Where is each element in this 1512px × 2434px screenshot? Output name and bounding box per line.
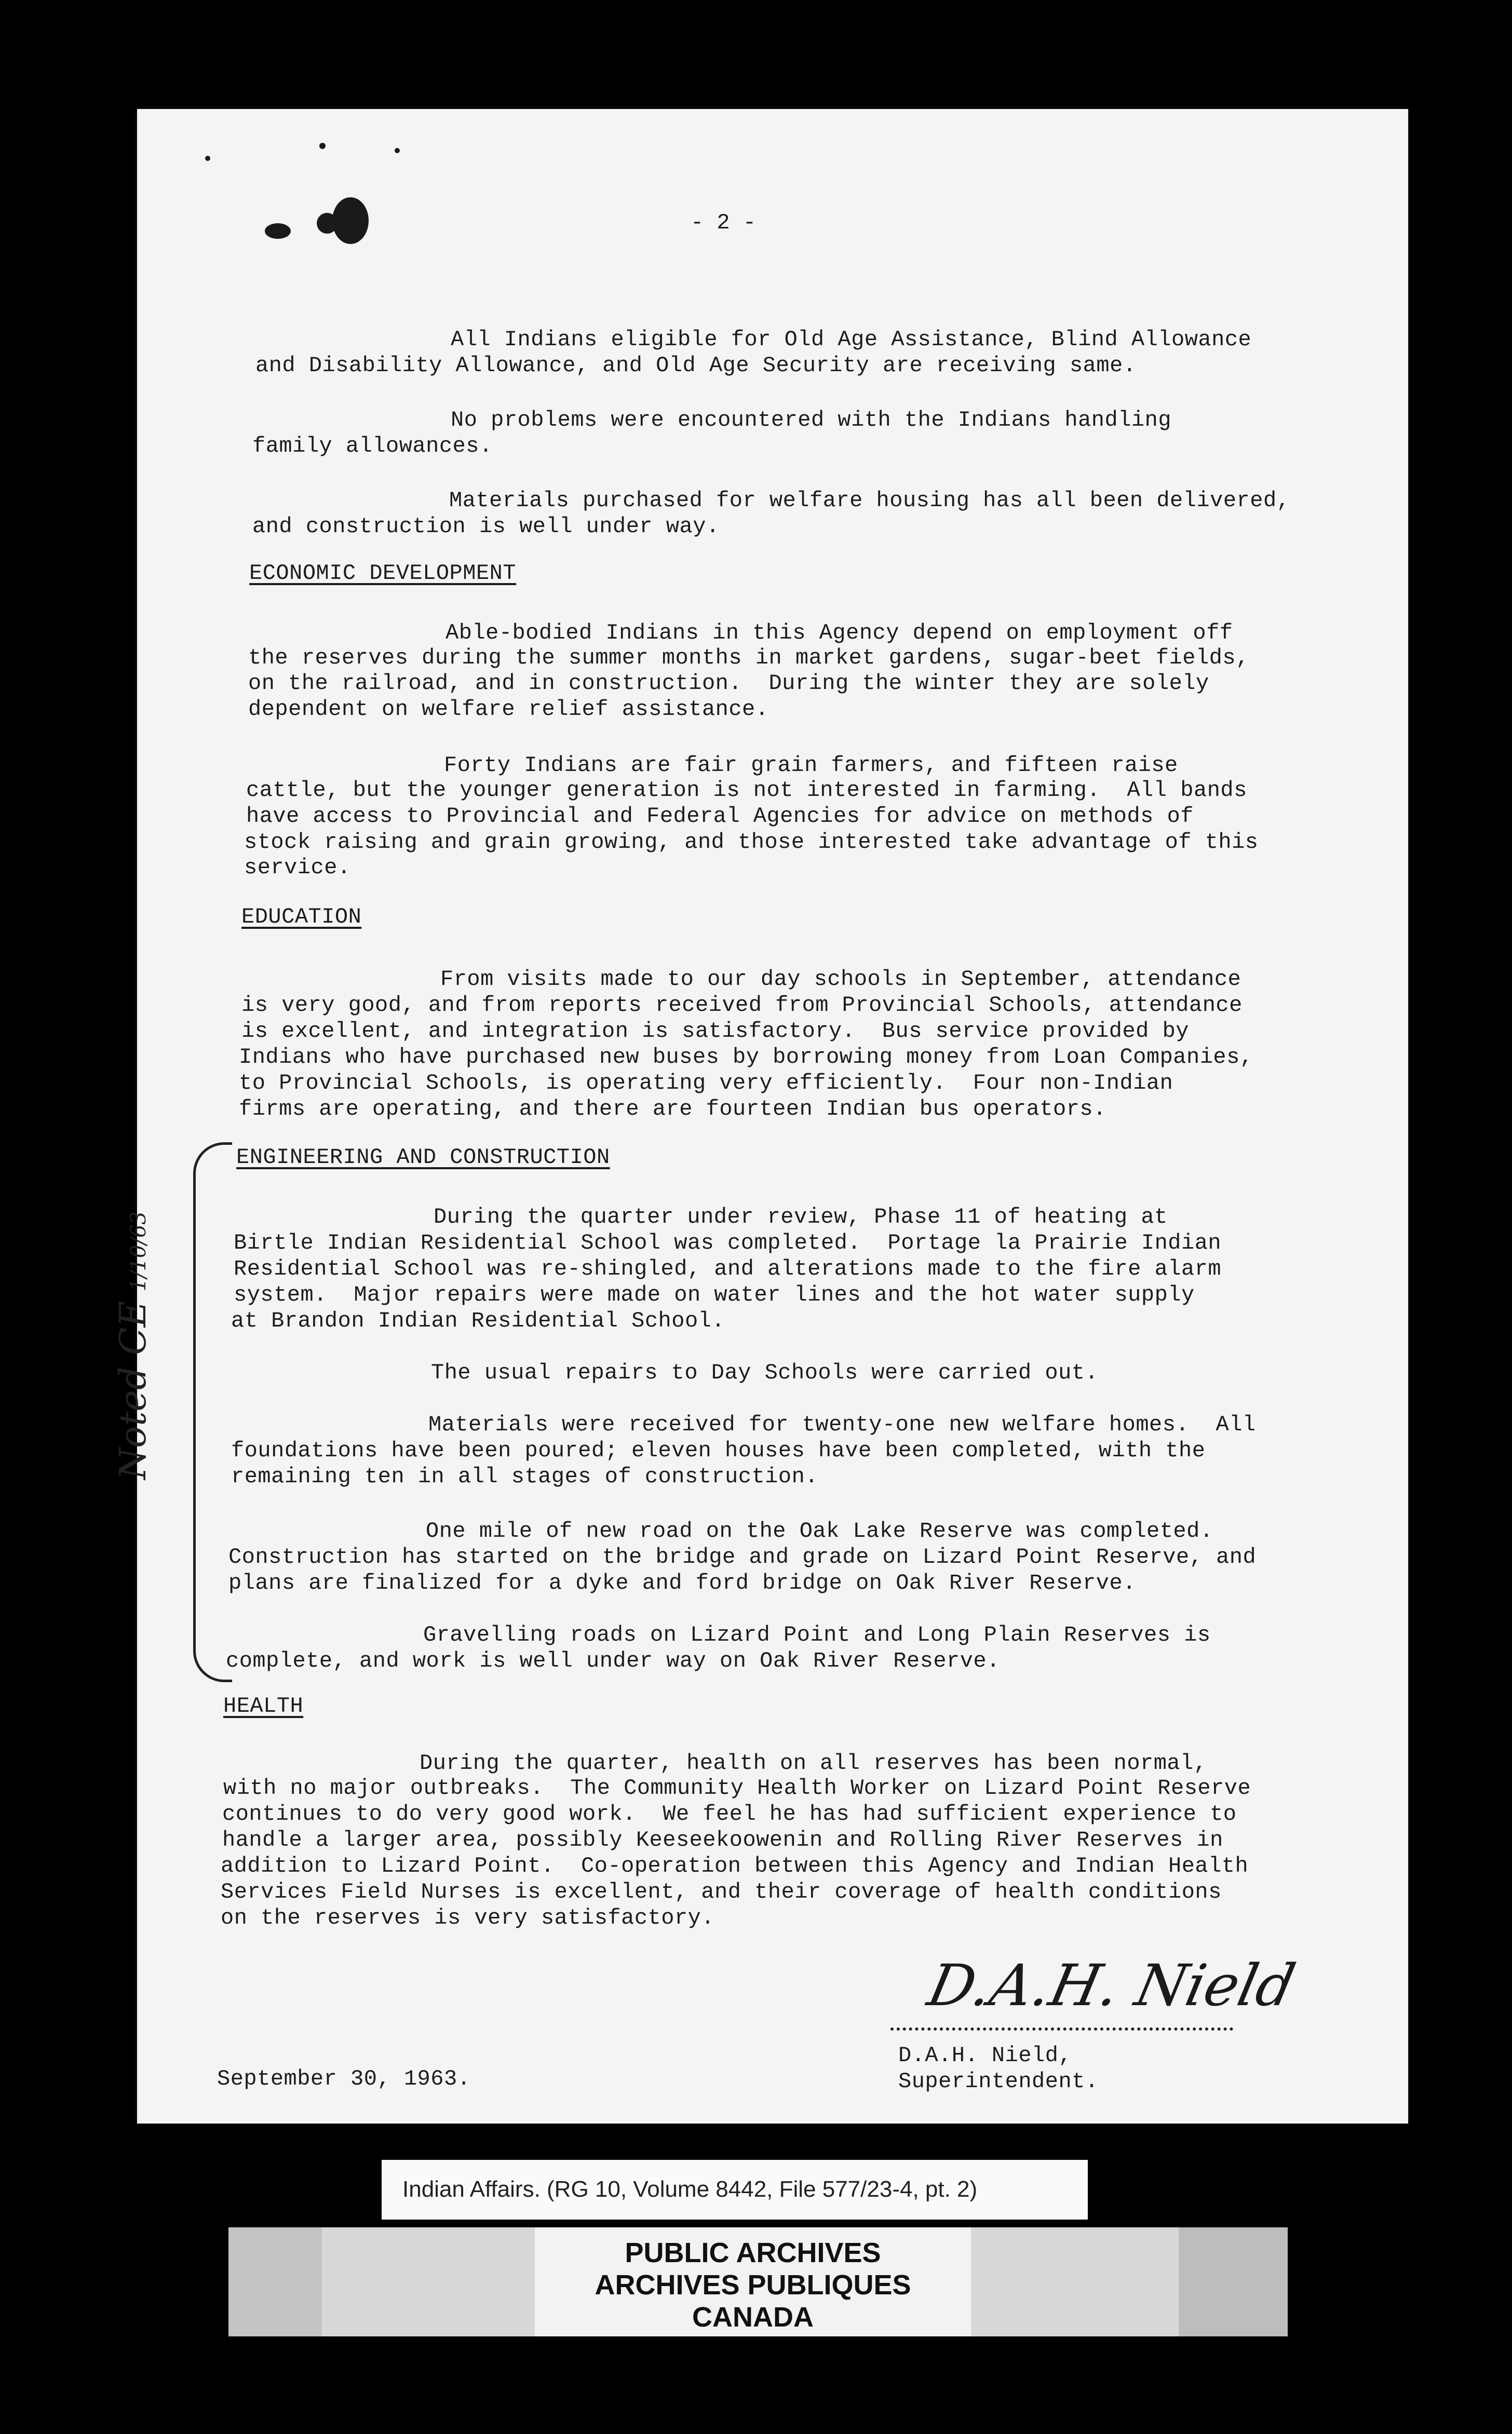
section-heading-health: HEALTH — [223, 1694, 304, 1719]
text-line: During the quarter under review, Phase 11 of heating at — [434, 1205, 1168, 1229]
section-heading-economic-development: ECONOMIC DEVELOPMENT — [249, 561, 517, 586]
text-line: is very good, and from reports received from Provincial Schools, attendance — [241, 993, 1243, 1018]
text-line: on the reserves is very satisfactory. — [221, 1905, 715, 1930]
section-heading-education: EDUCATION — [241, 904, 362, 929]
text-line: No problems were encountered with the Indians handling — [451, 408, 1172, 432]
section-heading-engineering-construction: ENGINEERING AND CONSTRUCTION — [236, 1145, 610, 1170]
band-edge-right — [1179, 2227, 1288, 2336]
text-line: remaining ten in all stages of construction. — [231, 1464, 818, 1489]
text-line: addition to Lizard Point. Co-operation between this Agency and Indian Health — [221, 1854, 1249, 1878]
text-line: Residential School was re-shingled, and alterations made to the fire alarm — [234, 1256, 1222, 1281]
text-line: Indians who have purchased new buses by borrowing money from Loan Companies, — [239, 1045, 1253, 1070]
stamp-line: ARCHIVES PUBLIQUES — [595, 2269, 911, 2301]
page-number: - 2 - — [691, 210, 757, 235]
text-line: cattle, but the younger generation is not interested in farming. All bands — [246, 778, 1247, 803]
text-line: dependent on welfare relief assistance. — [248, 697, 769, 722]
text-line: on the railroad, and in construction. During the winter they are solely — [248, 671, 1209, 696]
text-line: the reserves during the summer months in market gardens, sugar-beet fields, — [248, 645, 1249, 670]
margin-bracket — [193, 1142, 232, 1682]
handwritten-signature: D.A.H. Nield — [922, 1952, 1301, 2019]
text-line: Forty Indians are fair grain farmers, and fifteen raise — [444, 753, 1178, 778]
text-line: system. Major repairs were made on water lines and the hot water supply — [234, 1282, 1195, 1307]
archive-citation: Indian Affairs. (RG 10, Volume 8442, File 577/23-4, pt. 2) — [402, 2176, 978, 2202]
text-line: Construction has started on the bridge and grade on Lizard Point Reserve, and — [228, 1545, 1257, 1570]
text-line: complete, and work is well under way on Oak River Reserve. — [226, 1648, 1000, 1673]
text-line: to Provincial Schools, is operating very efficiently. Four non-Indian — [239, 1071, 1173, 1096]
text-line: stock raising and grain growing, and those interested take advantage of this — [244, 830, 1259, 855]
margin-annotation: Noted CE1/10/63 — [112, 1211, 154, 1480]
ink-speck — [319, 143, 326, 149]
band-edge-left — [228, 2227, 322, 2336]
text-line: Birtle Indian Residential School was completed. Portage la Prairie Indian — [234, 1230, 1222, 1255]
ink-blot — [317, 213, 338, 234]
text-line: Able-bodied Indians in this Agency depend on employment off — [446, 620, 1233, 645]
text-line: Services Field Nurses is excellent, and their coverage of health conditions — [221, 1879, 1222, 1904]
text-line: continues to do very good work. We feel he has had sufficient experience to — [222, 1802, 1237, 1827]
ink-speck — [205, 156, 210, 161]
text-line: One mile of new road on the Oak Lake Reserve was completed. — [426, 1519, 1213, 1544]
stamp-line: PUBLIC ARCHIVES — [625, 2237, 881, 2268]
text-line: and construction is well under way. — [252, 514, 720, 539]
text-line: The usual repairs to Day Schools were carried out. — [431, 1360, 1099, 1385]
text-line: handle a larger area, possibly Keeseekoowenin and Rolling River Reserves in — [222, 1828, 1223, 1852]
text-line: and Disability Allowance, and Old Age Security are receiving same. — [255, 353, 1137, 378]
text-line: family allowances. — [252, 434, 493, 458]
signature-line — [890, 2027, 1233, 2031]
text-line: firms are operating, and there are fourteen Indian bus operators. — [239, 1097, 1106, 1121]
text-line: plans are finalized for a dyke and ford bridge on Oak River Reserve. — [228, 1571, 1136, 1595]
ink-blot — [265, 223, 291, 239]
text-line: with no major outbreaks. The Community Health Worker on Lizard Point Reserve — [223, 1776, 1251, 1801]
text-line: service. — [244, 855, 351, 880]
text-line: All Indians eligible for Old Age Assistance, Blind Allowance — [451, 327, 1252, 352]
stamp-line: CANADA — [692, 2302, 814, 2333]
archive-stamp — [535, 2227, 971, 2336]
text-line: is excellent, and integration is satisfactory. Bus service provided by — [241, 1019, 1189, 1044]
archive-citation-label — [382, 2160, 1088, 2220]
text-line: From visits made to our day schools in September, attendance — [440, 967, 1241, 992]
text-line: Gravelling roads on Lizard Point and Long Plain Reserves is — [423, 1622, 1211, 1647]
text-line: Materials were received for twenty-one new welfare homes. All — [428, 1412, 1256, 1437]
archive-stamp-band — [228, 2227, 1288, 2336]
text-line: Materials purchased for welfare housing has all been delivered, — [449, 488, 1290, 513]
ink-speck — [395, 148, 400, 153]
text-line: at Brandon Indian Residential School. — [231, 1308, 725, 1333]
text-line: have access to Provincial and Federal Agencies for advice on methods of — [246, 804, 1194, 829]
ink-blot — [332, 197, 369, 244]
text-line: foundations have been poured; eleven houses have been completed, with the — [231, 1438, 1206, 1463]
signer-name: D.A.H. Nield, — [898, 2043, 1072, 2068]
signer-title: Superintendent. — [898, 2069, 1099, 2094]
text-line: During the quarter, health on all reserves has been normal, — [420, 1751, 1207, 1776]
document-date: September 30, 1963. — [217, 2066, 471, 2091]
